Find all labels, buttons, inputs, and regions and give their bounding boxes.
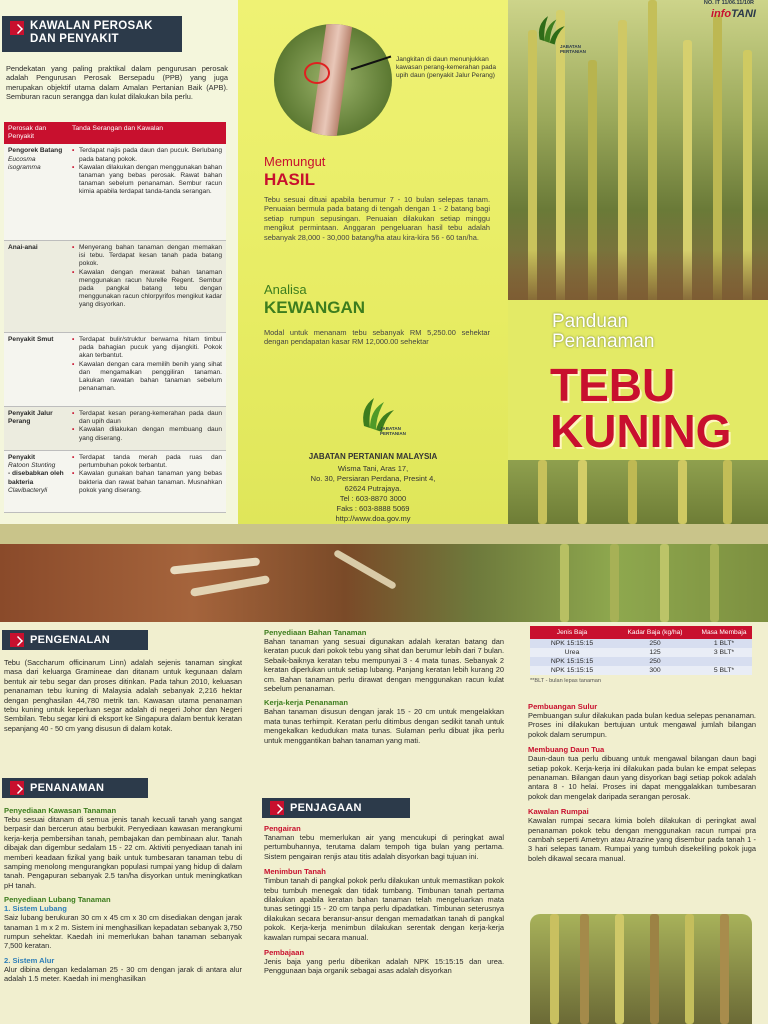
subtitle-line: Penanaman — [552, 331, 655, 352]
table-note: **BLT - bulan lepas tanaman — [530, 678, 602, 684]
info-tani-logo — [711, 8, 756, 20]
arrow-icon — [10, 21, 24, 35]
harvest-text: Tebu sesuai dituai apabila berumur 7 - 10 bulan selepas tanam. Penuaian bermula pada batang di tengah dengan 1 - 2 batang bagi setiap rumpun sepusingan. Penuaian dilakukan setiap minggu mengikut permintaan. Anggaran pengeluaran hasil tebu adalah sebanyak 28,000 - 30,000 batang/ha atau kira-kira 56 - 60 tan/ha. — [264, 195, 490, 242]
table-row — [4, 240, 226, 332]
table-row — [4, 332, 226, 406]
care-panel — [250, 622, 516, 1024]
list-item: • Kawalan dengan merawat bahan tanaman menggunakan racun Nurelle Regent. Sembur pada pangkal batang tebu dengan menggunakan racun chlorpyrifos mengikut kadar yang disyorkan. — [72, 269, 222, 310]
table-cell: Urea — [564, 649, 580, 656]
section-title: PENGENALAN — [30, 634, 111, 646]
table-cell: NPK 15:15:15 — [550, 658, 594, 665]
arrow-icon — [270, 801, 284, 815]
table-header: Jenis Baja — [556, 629, 588, 636]
paragraph: Timbun tanah di pangkal pokok perlu dilakukan untuk memastikan pokok tebu tumbuh menegak dan tidak tumbang. Timbunan tanah pertama dilakukan apabila keratan bahan tanaman telah mengeluarkan mata tunas setinggi 15 - 20 cm tanpa perlu dipadatkan. Timbunan seterusnya dilakukan secara beransur-ansur dengan memadatkan tanah di pangkal pokok. Kerja-kerja menimbun dilakukan serentak dengan kerja-kerja kawalan rumpai secara manual. — [264, 876, 504, 942]
pest-sci-name: Ratoon Stunting — [8, 462, 56, 470]
planting-content — [4, 802, 242, 984]
paragraph: Tebu sesuai ditanam di semua jenis tanah kecuali tanah yang sangat berpasir dan bercerun atau berbukit. Penyediaan kawasan merangkumi kerja-kerja pembersihan tanah, pembajakan dan pembinaan alur. Tanah dibajak dan digembur sedalam 15 - 22 cm. Aktiviti penyediaan tanah ini memberi keadaan fizikal yang baik untuk tumbesaran tanaman tebu di samping menolong mengurangkan populasi rumpai yang hidup di dalam tanah. Pengapuran sebanyak 2.5 tan/ha disyorkan untuk meningkatkan pH tanah. — [4, 815, 242, 890]
table-header-row — [4, 122, 226, 144]
agency-fax: Faks : 603-8888 5069 — [336, 504, 410, 513]
section-header-intro — [2, 630, 148, 650]
section-header-pest — [2, 16, 182, 52]
fertilizer-table — [530, 626, 752, 684]
disease-photo — [274, 24, 392, 136]
brand-tani: TANI — [731, 8, 756, 20]
address-line: No. 30, Persiaran Perdana, Presint 4, — [310, 474, 436, 483]
paragraph: Alur dibina dengan kedalaman 25 - 30 cm dengan jarak di antara alur adalah 1.5 meter. Kaedah ini menghasilkan — [4, 964, 242, 984]
table-header: Perosak dan Penyakit — [8, 125, 47, 141]
paragraph: Tanaman tebu memerlukan air yang mencukupi di peringkat awal pertumbuhannya, terutama dalam tempoh tiga bulan yang pertama. Sistem pengairan renjis atau titis adalah disyorkan bagi tujuan ini. — [264, 833, 504, 861]
arrow-icon — [10, 633, 24, 647]
paragraph: Daun-daun tua perlu dibuang untuk mengawal bilangan daun bagi setiap pokok. Kerja-kerja ini dilakukan pada bulan ke empat selepas penanaman. Bilangan daun yang disyorkan bagi setiap pokok adalah antara 8 - 10 helai. Proses ini dapat menggalakkan tumbesaran pokok dan mengelak daripada serangan perosak. — [528, 754, 756, 801]
table-header: Tanda Serangan dan Kawalan — [72, 125, 164, 132]
list-item: • Kawalan gunakan bahan tanaman yang bebas bakteria dan rawat bahan tanaman. Musnahkan pokok yang diserang. — [72, 470, 222, 495]
photo-caption: Jangkitan di daun menunjukkan kawasan perang-kemerahan pada upih daun (penyakit Jalur Perang) — [396, 56, 497, 80]
subheading: Membuang Daun Tua — [528, 745, 605, 755]
title-line: KUNING — [550, 405, 732, 457]
table-cell: 300 — [649, 667, 661, 674]
logo-text: JABATAN PERTANIAN — [380, 426, 406, 436]
subheading: 2. Sistem Alur — [4, 955, 55, 965]
pest-name: Penyakit Smut — [8, 335, 54, 343]
pest-sci-name: Eucosma isogramma — [8, 155, 41, 171]
list-item: • Kawalan dilakukan dengan membuang daun yang diserang. — [72, 426, 222, 442]
cover-photo-bottom — [508, 460, 768, 524]
cover-code: NO. IT 11/06.11/10R — [703, 0, 754, 6]
agency-address — [238, 464, 508, 524]
pest-control-panel — [0, 0, 238, 524]
pest-name: Pengorek Batang — [8, 147, 63, 155]
table-row — [530, 639, 752, 648]
cane-field-photo — [530, 914, 752, 1024]
agency-logo — [350, 396, 410, 438]
subheading: Kerja-kerja Penanaman — [264, 698, 348, 708]
table-cell: 3 BLT* — [713, 649, 735, 656]
section-title: PENANAMAN — [30, 782, 105, 794]
material-content — [264, 626, 504, 745]
fertilizer-content — [528, 702, 756, 863]
section-title: KAWALAN PEROSAK DAN PENYAKIT — [30, 20, 153, 45]
cover-title — [550, 359, 732, 457]
table-cell: NPK 15:15:15 — [550, 667, 594, 674]
finance-text: Modal untuk menanam tebu sebanyak RM 5,250.00 sehektar dengan pendapatan kasar RM 12,000.00 sehektar — [264, 328, 490, 347]
bottom-photo-strip — [0, 544, 768, 622]
table-row — [4, 406, 226, 450]
list-item: • Kawalan dengan cara memilih benih yang sihat dan mengamalkan penggiliran tanaman. Lakukan rawatan bahan tanaman sebelum penanaman. — [72, 361, 222, 394]
address-line: Wisma Tani, Aras 17, — [337, 464, 409, 473]
table-cell: 250 — [649, 640, 661, 647]
paragraph: Jenis baja yang perlu diberikan adalah NPK 15:15:15 dan urea. Penggunaan baja organik sebagai asas adalah disyorkan — [264, 957, 504, 976]
finance-title: KEWANGAN — [264, 298, 366, 317]
paragraph: Kawalan rumpai secara kimia boleh dilakukan di peringkat awal penanaman pokok tebu dengan menggunakan racun rumpai pra cambah seperti Ametryn atau Atrazine yang disembur pada tanah 1 - 3 hari selepas tanam. Rumpai yang tumbuh disekeliling pokok juga boleh dikawal secara manual. — [528, 816, 756, 863]
table-cell: NPK 15:15:15 — [550, 640, 594, 647]
agency-tel: Tel : 603-8870 3000 — [339, 494, 407, 503]
subheading: Penyediaan Lubang Tanaman — [4, 895, 111, 905]
pest-sci-name: Clavibacteryli — [8, 486, 48, 494]
pest-name-note: - disebabkan oleh bakteria — [8, 470, 64, 486]
intro-panel — [0, 622, 250, 1024]
pest-intro: Pendekatan yang paling praktikal dalam pengurusan perosak adalah Pengurusan Perosak Bersepadu (PPB) yang juga merupakan objektif utama dalam Amalan Pertanian Baik (APB). Semburan racun serangga dan kulat dilakukan bila perlu. — [6, 64, 228, 102]
subheading: Menimbun Tanah — [264, 867, 326, 877]
table-header-row — [530, 626, 752, 639]
table-header: Masa Membaja — [701, 629, 747, 636]
subheading: Penyediaan Bahan Tanaman — [264, 628, 367, 637]
table-cell: 125 — [649, 649, 661, 656]
list-item: • Terdapat bulir/struktur berwarna hitam timbul pada bahagian pucuk yang dijangkiti. Pokok akan terbantut. — [72, 336, 222, 361]
pest-table — [4, 122, 226, 513]
harvest-panel — [238, 0, 508, 524]
table-row — [530, 666, 752, 675]
cover-subtitle — [552, 312, 654, 352]
subheading: Penyediaan Kawasan Tanaman — [4, 806, 117, 815]
arrow-icon — [10, 781, 24, 795]
section-header-care — [262, 798, 410, 818]
table-row — [530, 648, 752, 657]
list-item: • Terdapat najis pada daun dan pucuk. Berlubang pada batang pokok. — [72, 147, 222, 163]
table-row — [530, 657, 752, 666]
brand-info: info — [710, 8, 732, 20]
table-row — [4, 450, 226, 512]
finance-pre: Analisa — [264, 282, 307, 297]
harvest-title: HASIL — [264, 170, 315, 189]
address-line: 62624 Putrajaya. — [344, 484, 402, 493]
logo-text: JABATAN PERTANIAN — [560, 44, 586, 54]
pest-name: Penyakit — [8, 453, 36, 461]
table-header: Kadar Baja (kg/ha) — [627, 629, 683, 636]
pest-name: Anai-anai — [8, 243, 38, 251]
paragraph: Saiz lubang berukuran 30 cm x 45 cm x 30 cm disediakan dengan jarak tanaman 1 m x 2 m. Sistem ini menghasilkan kepadatan sebanyak 3,750 rumpun sehektar. Kaedah ini memerlukan bahan tanaman sebanyak 7,500 keratan. — [4, 913, 242, 951]
section-title: PENJAGAAN — [290, 802, 362, 814]
subheading: 1. Sistem Lubang — [4, 904, 67, 914]
list-item: • Terdapat tanda merah pada ruas dan pertumbuhan pokok terbantut. — [72, 454, 222, 470]
cover-agency-logo — [528, 10, 598, 64]
subheading: Kawalan Rumpai — [528, 807, 589, 817]
gutter — [0, 524, 768, 544]
table-row — [4, 144, 226, 240]
table-cell — [696, 657, 752, 666]
intro-text: Tebu (Saccharum officinarum Linn) adalah sejenis tanaman singkat masa dari keluarga Gramineae dan ditanam untuk kegunaan dalam bentuk air tebu segar dan proses ditinkan. Pada tahun 2010, keluasan penanaman tebu kuning di Malaysia adalah sebanyak 2,216 hektar dengan penghasilan 44,780 metrik tan. Kawasan utama penanaman tebu kuning untuk keperluan segar adalah di negeri Johor dan Negeri Sembilan. Tebu segar kini di eksport ke Singapura dalam bentuk keratan sepanjang 40 - 50 cm yang disusun di dalam kotak. — [4, 658, 242, 733]
paragraph: Bahan tanaman yang sesuai digunakan adalah keratan batang dan keratan pucuk dari pokok tebu yang sihat dan berumur lebih dari 7 bulan. Sebaik-baiknya keratan tebu mempunyai 3 - 4 mata tunas. Sebanyak 2 keratan diperlukan untuk setiap lubang. Panjang keratan lebih kurang 20 cm. Bahan tanaman perlu dirawat dengan menggunakan racun kulat sebelum penanaman. — [264, 637, 504, 694]
subheading: Pengairan — [264, 824, 301, 833]
agency-name: JABATAN PERTANIAN MALAYSIA — [308, 452, 438, 461]
list-item: • Terdapat kesan perang-kemerahan pada daun dan upih daun — [72, 410, 222, 426]
title-line: TEBU — [550, 359, 676, 411]
subheading: Pembuangan Sulur — [528, 702, 598, 711]
paragraph: Bahan tanaman disusun dengan jarak 15 - 20 cm untuk mengelakkan mata tunas terhimpit. Keratan perlu ditimbus dengan sedikit tanah untuk mengekalkan kedudukan mata tunas. Sulaman perlu dibuat jika perlu untuk menggantikan bahan tanaman yang mati. — [264, 707, 504, 745]
table-cell: 1 BLT* — [713, 640, 735, 647]
table-cell: 250 — [649, 658, 661, 665]
harvest-pre: Memungut — [264, 154, 326, 169]
section-header-planting — [2, 778, 148, 798]
agency-web[interactable]: http://www.doa.gov.my — [335, 514, 411, 523]
list-item: • Menyerang bahan tanaman dengan memakan isi tebu. Terdapat kesan tanah pada batang pokok. — [72, 244, 222, 269]
table-cell: 5 BLT* — [713, 667, 735, 674]
subheading: Pembajaan — [264, 948, 305, 958]
subtitle-line: Panduan — [552, 311, 629, 332]
pest-name: Penyakit Jalur Perang — [8, 409, 53, 426]
paragraph: Pembuangan sulur dilakukan pada bulan kedua selepas penanaman. Proses ini dilakukan bertujuan untuk mengawal jumlah bilangan pokok dalam serumpun. — [528, 711, 756, 739]
care-content — [264, 822, 504, 976]
list-item: • Kawalan dilakukan dengan menggunakan bahan tanaman yang bebas perosak. Rawat bahan tanaman sebelum penanaman. Sembur racun kimia apabila terdapat tanda-tanda serangan. — [72, 164, 222, 197]
cover-panel — [508, 0, 768, 524]
fertilizer-panel — [516, 622, 768, 1024]
